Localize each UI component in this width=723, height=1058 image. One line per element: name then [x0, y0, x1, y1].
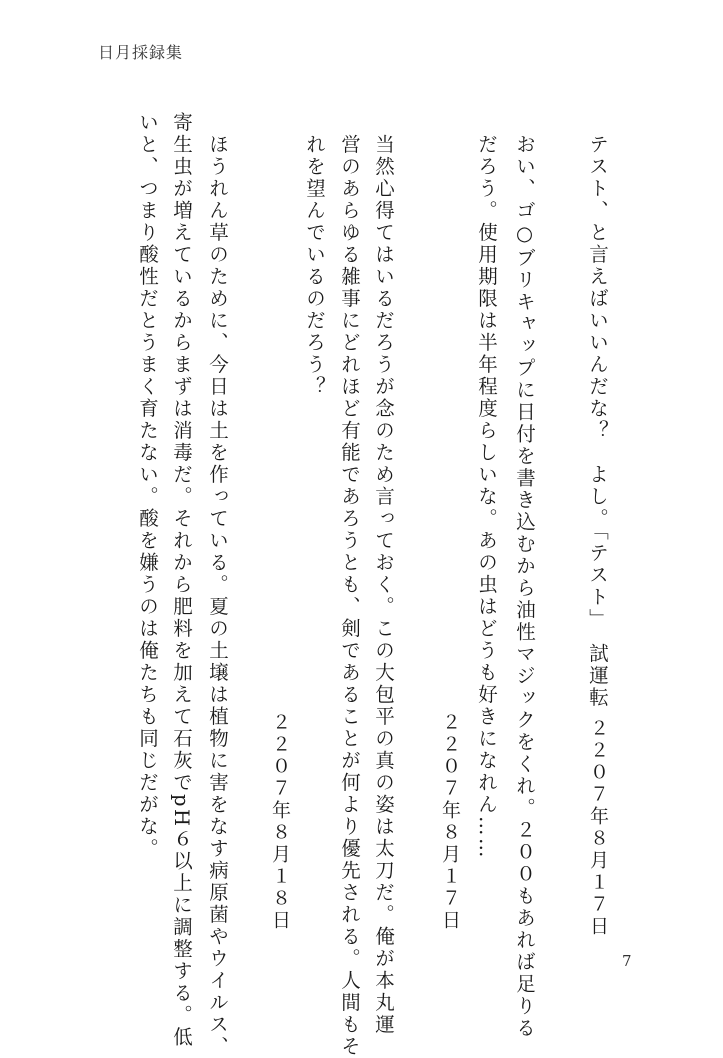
text-line: 寄生虫が増えているからまずは消毒だ。それから肥料を加えて石灰でpH６以上に調整する。低 — [170, 112, 193, 1049]
text-line: いと、つまり酸性だとうまく育たない。酸を嫌うのは俺たちも同じだがな。 — [136, 112, 159, 860]
text-line: 当然心得てはいるだろうが念のため言っておく。この大包平の真の姿は太刀だ。俺が本丸運 — [372, 134, 395, 1036]
page-number: 7 — [622, 952, 632, 970]
entry-heading: 試運転 — [586, 643, 609, 709]
text-line: テスト、と言えばいいんだな？ よし。「テスト」 — [586, 134, 609, 631]
entry-date: ２２０７年８月１７日 — [587, 718, 609, 938]
entry-date: ２２０７年８月１７日 — [439, 712, 461, 932]
text-line: ほうれん草のために、今日は土を作っている。夏の土壌は植物に害をなす病原菌やウイルス、 — [206, 134, 229, 1058]
text-line: れを望んでいるのだろう？ — [303, 134, 326, 398]
text-line: だろう。使用期限は半年程度らしいな。あの虫はどうも好きになれん…… — [475, 134, 498, 860]
text-line: おい、ゴ○ブリキャップに日付を書き込むから油性マジックをくれ。２００もあれば足りる — [513, 134, 536, 1040]
entry-date: ２２０７年８月１８日 — [269, 712, 291, 932]
text-line: 営のあらゆる雑事にどれほど有能であろうとも、剣であることが何より優先される。人間もそ — [338, 134, 361, 1058]
running-header: 日月採録集 — [98, 43, 184, 62]
